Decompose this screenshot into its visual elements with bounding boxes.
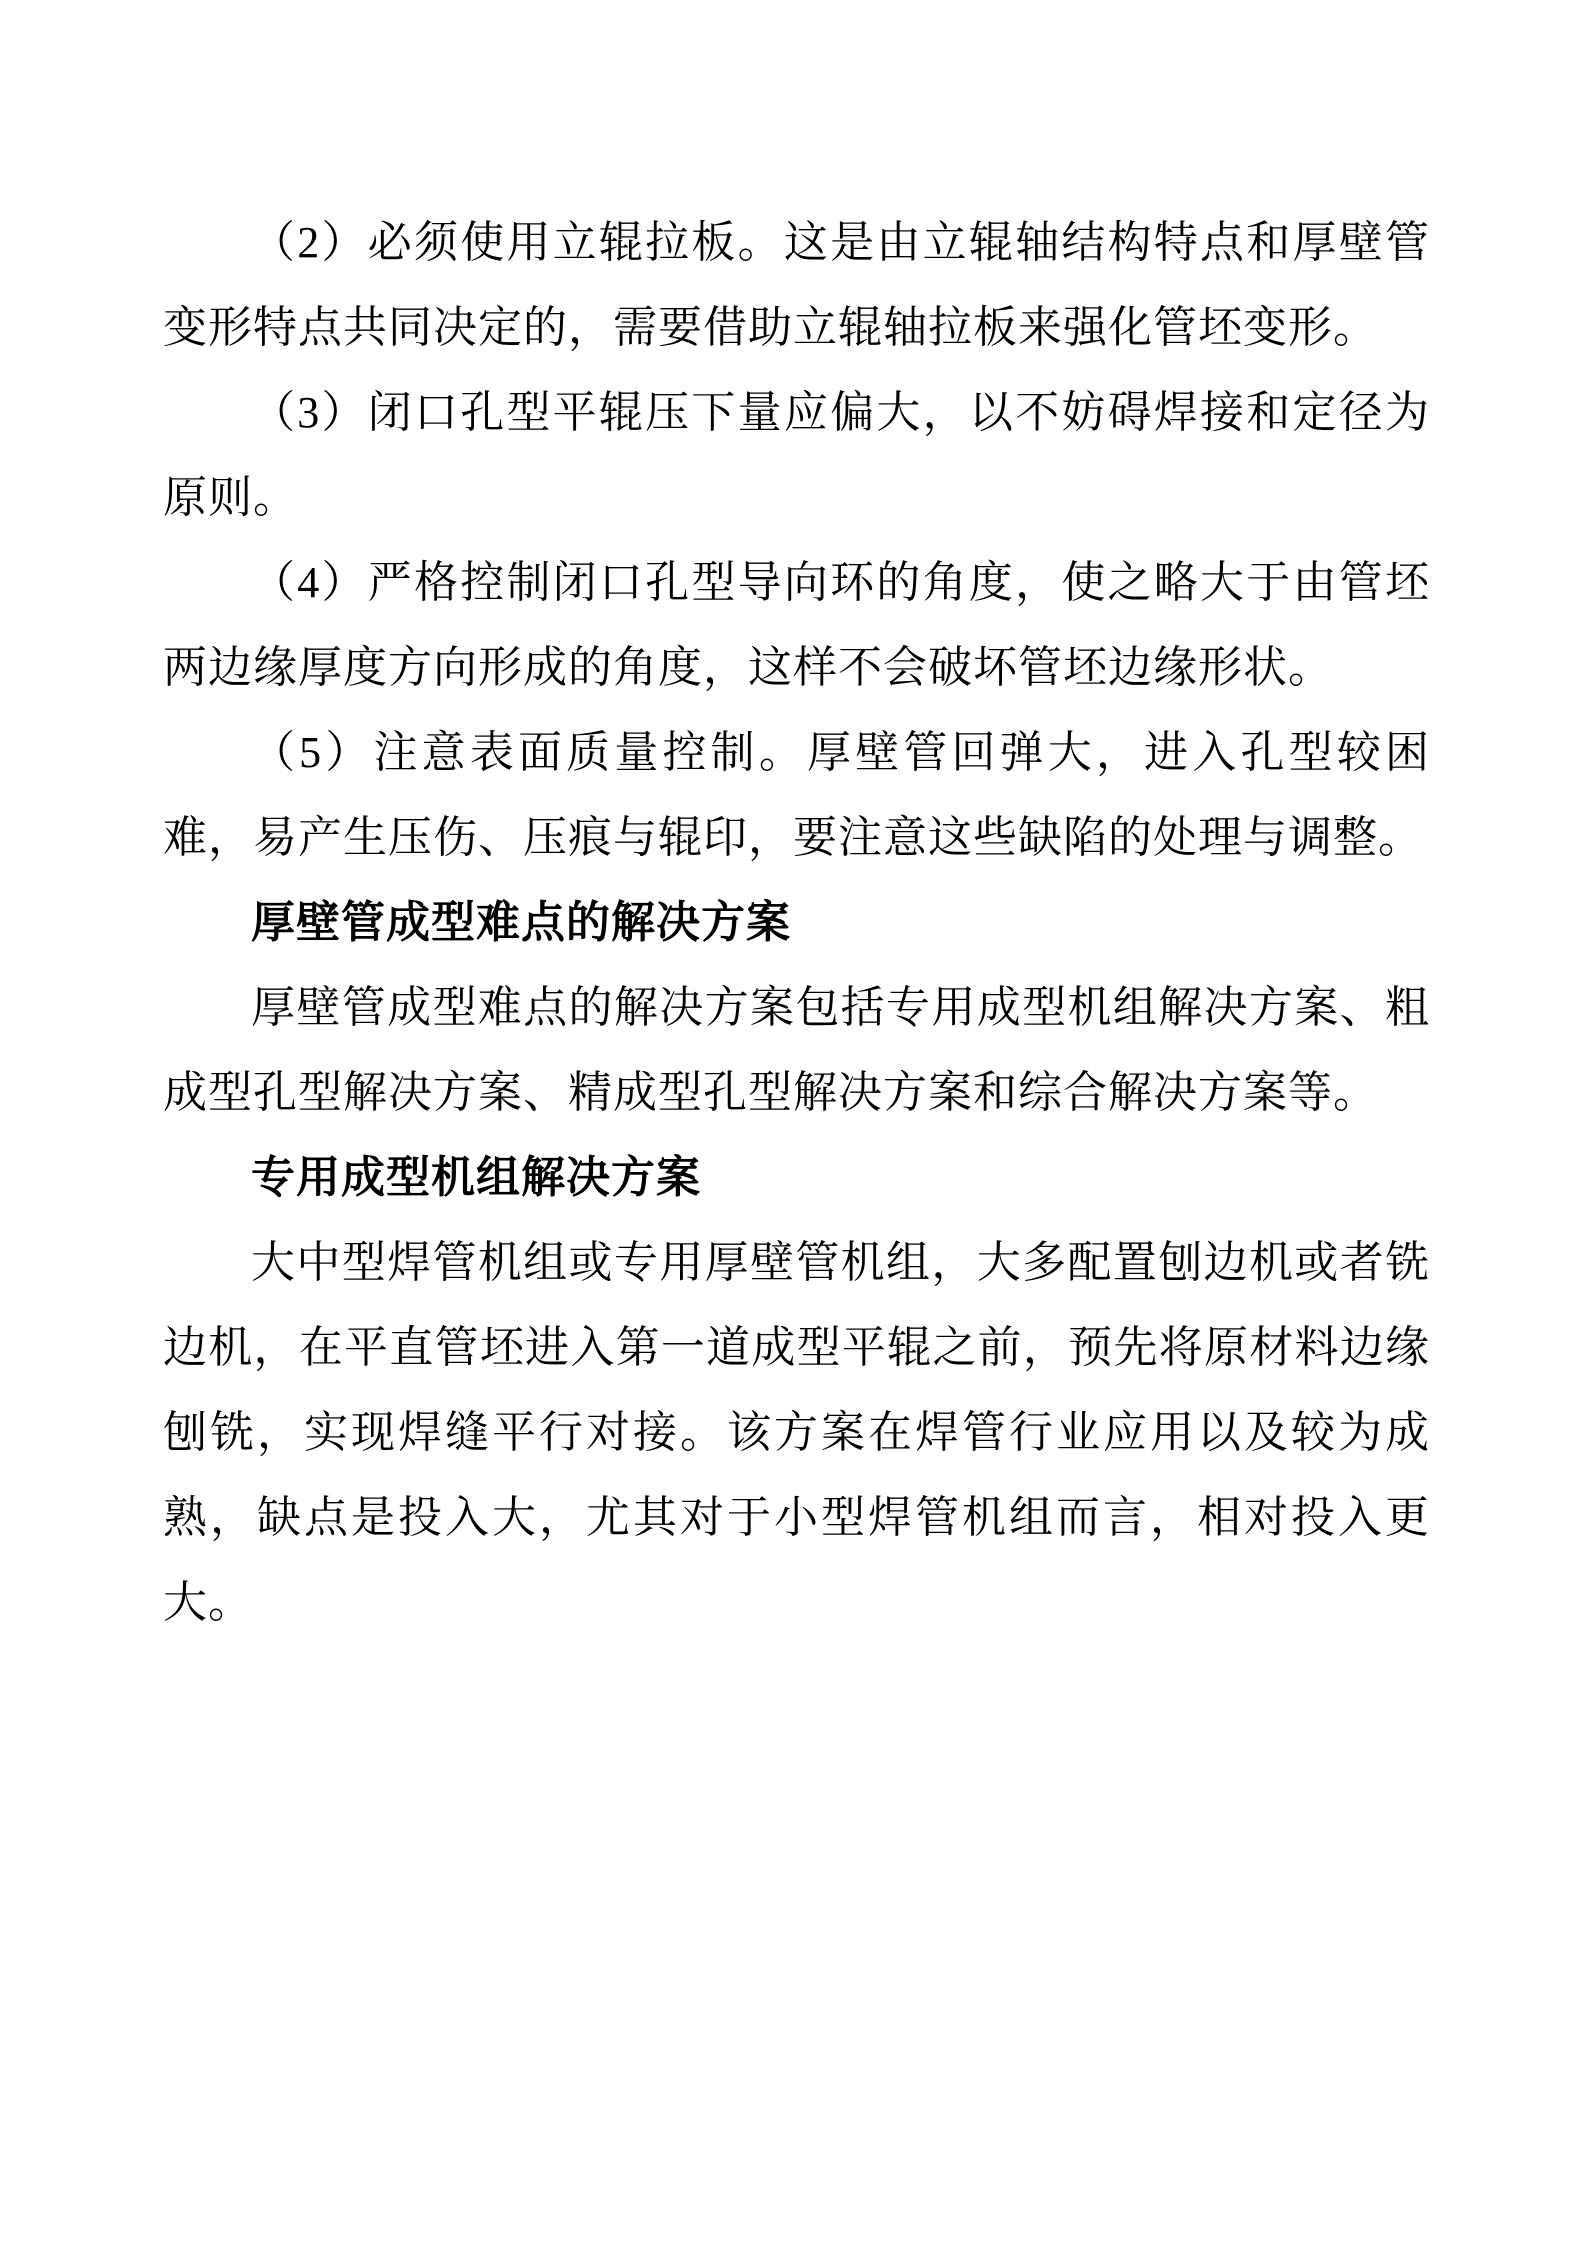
paragraph-solution-overview: 厚壁管成型难点的解决方案包括专用成型机组解决方案、粗成型孔型解决方案、精成型孔型解决方案和综合解决方案等。 bbox=[163, 983, 1430, 1117]
heading-forming-difficulties: 厚壁管成型难点的解决方案 bbox=[251, 898, 791, 947]
paragraph-item-5: （5）注意表面质量控制。厚壁管回弹大，进入孔型较困难，易产生压伤、压痕与辊印，要注意这些缺陷的处理与调整。 bbox=[163, 728, 1430, 862]
paragraph-item-2: （2）必须使用立辊拉板。这是由立辊轴结构特点和厚壁管变形特点共同决定的，需要借助立辊轴拉板来强化管坯变形。 bbox=[163, 218, 1430, 352]
paragraph-item-4: （4）严格控制闭口孔型导向环的角度，使之略大于由管坯两边缘厚度方向形成的角度，这样不会破坏管坯边缘形状。 bbox=[163, 558, 1430, 692]
paragraph-dedicated-mill-detail: 大中型焊管机组或专用厚壁管机组，大多配置刨边机或者铣边机，在平直管坯进入第一道成型平辊之前，预先将原材料边缘刨铣，实现焊缝平行对接。该方案在焊管行业应用以及较为成熟，缺点是投入大，尤其对于小型焊管机组而言，相对投入更大。 bbox=[163, 1238, 1430, 1627]
paragraph-item-3: （3）闭口孔型平辊压下量应偏大，以不妨碍焊接和定径为原则。 bbox=[163, 388, 1430, 522]
heading-dedicated-mill-solution: 专用成型机组解决方案 bbox=[251, 1153, 701, 1202]
